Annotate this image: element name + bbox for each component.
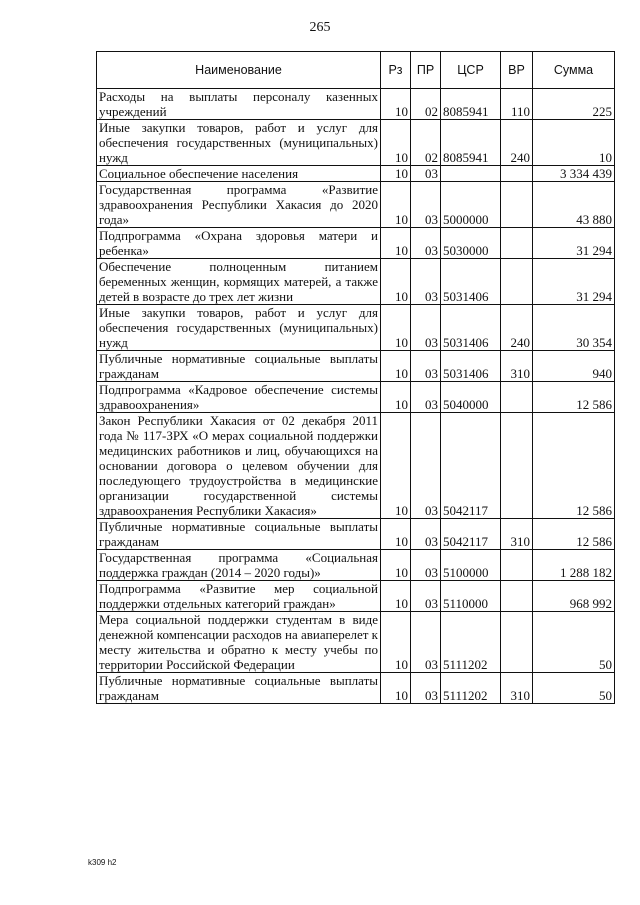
cell-rz: 10: [381, 382, 411, 413]
cell-sum: 43 880: [533, 182, 615, 228]
cell-sum: 31 294: [533, 259, 615, 305]
table-row: [97, 351, 615, 382]
cell-sum: 50: [533, 612, 615, 673]
cell-pr: 03: [411, 413, 441, 519]
cell-name: Публичные нормативные социальные выплаты гражданам: [97, 673, 381, 704]
header-csr: ЦСР: [441, 52, 501, 89]
table-row: [97, 166, 615, 182]
header-pr: ПР: [411, 52, 441, 89]
cell-csr: 8085941: [441, 120, 501, 166]
table-row: [97, 519, 615, 550]
cell-rz: 10: [381, 228, 411, 259]
table-row: [97, 259, 615, 305]
table-row: [97, 382, 615, 413]
cell-csr: 5111202: [441, 612, 501, 673]
page-number: 265: [309, 20, 331, 35]
cell-vr: [501, 228, 533, 259]
cell-sum: 50: [533, 673, 615, 704]
cell-csr: 5031406: [441, 305, 501, 351]
cell-pr: 03: [411, 382, 441, 413]
cell-rz: 10: [381, 182, 411, 228]
cell-rz: 10: [381, 413, 411, 519]
header-name: Наименование: [97, 52, 381, 89]
table-row: [97, 581, 615, 612]
cell-pr: 03: [411, 519, 441, 550]
table-row: [97, 305, 615, 351]
cell-sum: 3 334 439: [533, 166, 615, 182]
cell-csr: 5000000: [441, 182, 501, 228]
cell-rz: 10: [381, 550, 411, 581]
cell-name: Мера социальной поддержки студентам в виде денежной компенсации расходов на авиаперелет к месту жительства и обратно к месту учебы по территории Российской Федерации: [97, 612, 381, 673]
cell-pr: 03: [411, 673, 441, 704]
cell-csr: 5042117: [441, 413, 501, 519]
cell-pr: 03: [411, 581, 441, 612]
cell-name: Социальное обеспечение населения: [97, 166, 381, 182]
cell-vr: 240: [501, 305, 533, 351]
table-row: [97, 612, 615, 673]
table-row: [97, 673, 615, 704]
table-row: [97, 182, 615, 228]
cell-sum: 12 586: [533, 382, 615, 413]
cell-name: Обеспечение полноценным питанием беременных женщин, кормящих матерей, а также детей в возрасте до трех лет жизни: [97, 259, 381, 305]
footer-code: k309 h2: [88, 858, 117, 867]
table-row: [97, 550, 615, 581]
table-body: [97, 89, 615, 704]
header-sum: Сумма: [533, 52, 615, 89]
cell-rz: 10: [381, 120, 411, 166]
cell-name: Государственная программа «Развитие здравоохранения Республики Хакасия до 2020 года»: [97, 182, 381, 228]
cell-sum: 940: [533, 351, 615, 382]
cell-vr: [501, 259, 533, 305]
cell-rz: 10: [381, 259, 411, 305]
cell-csr: 5040000: [441, 382, 501, 413]
cell-csr: 5031406: [441, 351, 501, 382]
table-header-row: [97, 52, 615, 89]
cell-name: Подпрограмма «Развитие мер социальной поддержки отдельных категорий граждан»: [97, 581, 381, 612]
cell-name: Подпрограмма «Кадровое обеспечение системы здравоохранения»: [97, 382, 381, 413]
cell-vr: 310: [501, 351, 533, 382]
cell-vr: [501, 550, 533, 581]
cell-name: Публичные нормативные социальные выплаты гражданам: [97, 519, 381, 550]
table-row: [97, 413, 615, 519]
cell-sum: 30 354: [533, 305, 615, 351]
cell-csr: 5110000: [441, 581, 501, 612]
cell-vr: 240: [501, 120, 533, 166]
cell-csr: 5031406: [441, 259, 501, 305]
cell-sum: 10: [533, 120, 615, 166]
cell-pr: 03: [411, 305, 441, 351]
cell-rz: 10: [381, 351, 411, 382]
cell-vr: [501, 182, 533, 228]
table-row: [97, 228, 615, 259]
cell-vr: 110: [501, 89, 533, 120]
cell-name: Закон Республики Хакасия от 02 декабря 2011 года № 117-ЗРХ «О мерах социальной поддержки медицинских работников и лиц, обучающихся на основании договора о целевом обучении для последующего трудоустройства в медицинские организации государственной системы здравоохранения Республики Хакасия»: [97, 413, 381, 519]
cell-vr: 310: [501, 519, 533, 550]
cell-pr: 02: [411, 120, 441, 166]
cell-name: Иные закупки товаров, работ и услуг для обеспечения государственных (муниципальных) нужд: [97, 305, 381, 351]
cell-sum: 1 288 182: [533, 550, 615, 581]
cell-vr: [501, 612, 533, 673]
cell-name: Иные закупки товаров, работ и услуг для обеспечения государственных (муниципальных) нужд: [97, 120, 381, 166]
cell-pr: 03: [411, 612, 441, 673]
cell-sum: 12 586: [533, 519, 615, 550]
cell-pr: 03: [411, 228, 441, 259]
cell-rz: 10: [381, 89, 411, 120]
cell-sum: 225: [533, 89, 615, 120]
cell-name: Подпрограмма «Охрана здоровья матери и ребенка»: [97, 228, 381, 259]
table-row: [97, 89, 615, 120]
cell-vr: 310: [501, 673, 533, 704]
cell-csr: 8085941: [441, 89, 501, 120]
cell-rz: 10: [381, 305, 411, 351]
cell-rz: 10: [381, 519, 411, 550]
cell-sum: 968 992: [533, 581, 615, 612]
table-row: [97, 120, 615, 166]
cell-csr: [441, 166, 501, 182]
cell-vr: [501, 166, 533, 182]
cell-vr: [501, 413, 533, 519]
cell-name: Государственная программа «Социальная поддержка граждан (2014 – 2020 годы)»: [97, 550, 381, 581]
cell-pr: 03: [411, 259, 441, 305]
cell-vr: [501, 382, 533, 413]
budget-table: [96, 51, 615, 704]
cell-pr: 03: [411, 550, 441, 581]
cell-name: Публичные нормативные социальные выплаты гражданам: [97, 351, 381, 382]
cell-pr: 03: [411, 351, 441, 382]
cell-sum: 12 586: [533, 413, 615, 519]
cell-csr: 5111202: [441, 673, 501, 704]
cell-sum: 31 294: [533, 228, 615, 259]
cell-csr: 5042117: [441, 519, 501, 550]
cell-rz: 10: [381, 581, 411, 612]
cell-pr: 03: [411, 166, 441, 182]
cell-csr: 5100000: [441, 550, 501, 581]
header-rz: Рз: [381, 52, 411, 89]
cell-pr: 02: [411, 89, 441, 120]
cell-csr: 5030000: [441, 228, 501, 259]
cell-rz: 10: [381, 673, 411, 704]
cell-pr: 03: [411, 182, 441, 228]
cell-vr: [501, 581, 533, 612]
cell-rz: 10: [381, 166, 411, 182]
cell-rz: 10: [381, 612, 411, 673]
header-vr: ВР: [501, 52, 533, 89]
cell-name: Расходы на выплаты персоналу казенных учреждений: [97, 89, 381, 120]
